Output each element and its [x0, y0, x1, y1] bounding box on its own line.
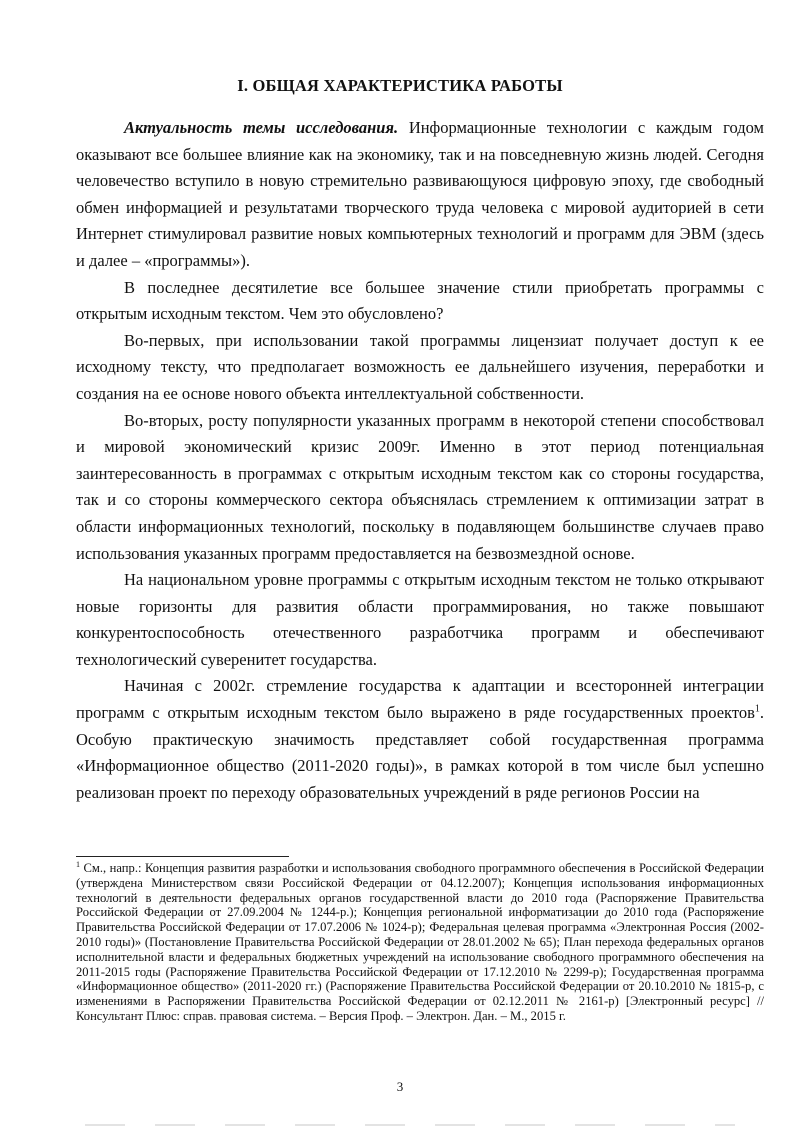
- paragraph-since-2002: [76, 673, 764, 806]
- relevance-lead: Актуальность темы исследования.: [124, 118, 399, 137]
- paragraph-secondly: Во-вторых, росту популярности указанных программ в некоторой степени способствовал и мировой экономический кризис 2009г. Именно в этот период потенциальная заинтересованность в программах с открытым исходным текстом как со стороны государства, так и со стороны коммерческого сектора объяснялась стремлением к оптимизации затрат в области информационных технологий, поскольку в подавляющем большинстве случаев право использования указанных программ предоставляется на безвозмездной основе.: [76, 410, 764, 563]
- footnote-ref[interactable]: 1: [754, 703, 760, 715]
- section-title: I. ОБЩАЯ ХАРАКТЕРИСТИКА РАБОТЫ: [237, 76, 563, 95]
- paragraph-firstly: Во-первых, при использовании такой программы лицензиат получает доступ к ее исходному тексту, что предполагает возможность ее дальнейшего изучения, переработки и создания на ее основе нового объекта интеллектуальной собственности.: [76, 330, 764, 403]
- relevance-text: Информационные технологии с каждым годом оказывают все большее влияние как на экономику, так и на повседневную жизнь людей. Сегодня человечество вступило в новую стремительно развивающуюся цифровую эпоху, где свободный обмен информацией и результатами творческого труда человека с мировой аудиторией в сети Интернет стимулировал развитие новых компьютерных технологий и программ для ЭВМ (здесь и далее – «программы»).: [76, 118, 764, 270]
- paragraph-open-source: В последнее десятилетие все большее значение стили приобретать программы с открытым исходным текстом. Чем это обусловлено?: [76, 277, 764, 324]
- footnote: [76, 861, 764, 1024]
- footnote-text: См., напр.: Концепция развития разработки и использования свободного программного обеспечения в Российской Федерации (утверждена Министерством связи Российской Федерации от 04.12.2007); Концепция использования информационных технологий в деятельности федеральных органов государственной власти до 2010 года (Распоряжение Правительства Российской Федерации от 27.09.2004 № 1244-р.); Концепция региональной информатизации до 2010 года (Распоряжение Правительства Российской Федерации от 17.07.2006 № 1024-р); Федеральная целевая программа «Электронная Россия (2002-2010 годы)» (Постановление Правительства Российской Федерации от 28.01.2002 № 65); План перехода федеральных органов исполнительной власти и федеральных бюджетных учреждений на использование свободного программного обеспечения на 2011-2015 годы (Распоряжение Правительства Российской Федерации от 17.12.2010 № 2299-р); Государственная программа «Информационное общество» (2011-2020 гг.) (Распоряжение Правительства Российской Федерации от 20.10.2010 № 1815-р, с изменениями в Распоряжении Правительства Российской Федерации от 02.12.2011 № 2161-р) [Электронный ресурс] // Консультант Плюс: справ. правовая система. – Версия Проф. – Электрон. Дан. – М., 2015 г.: [76, 861, 764, 1023]
- since-2002-text: Начиная с 2002г. стремление государства к адаптации и всесторонней интеграции программ с открытым исходным текстом было выражено в ряде государственных проектов: [76, 676, 764, 723]
- paragraph-national-level: На национальном уровне программы с открытым исходным текстом не только открывают новые горизонты для развития области программирования, но также повышают конкурентоспособность отечественного разработчика программ и обеспечивают технологический суверенитет государства.: [76, 570, 764, 669]
- scan-artifact: [85, 1124, 735, 1126]
- footnote-separator: [76, 856, 289, 857]
- page-number: 3: [396, 1079, 404, 1094]
- paragraph-relevance: [76, 115, 764, 275]
- footnote-marker: 1: [76, 859, 80, 869]
- body-text: [76, 115, 764, 806]
- since-2002-tail: . Особую практическую значимость представляет собой государственная программа «Информационное общество (2011-2020 годы)», в рамках которой в том числе был успешно реализован проект по переходу образовательных учреждений в ряде регионов России на: [76, 703, 764, 802]
